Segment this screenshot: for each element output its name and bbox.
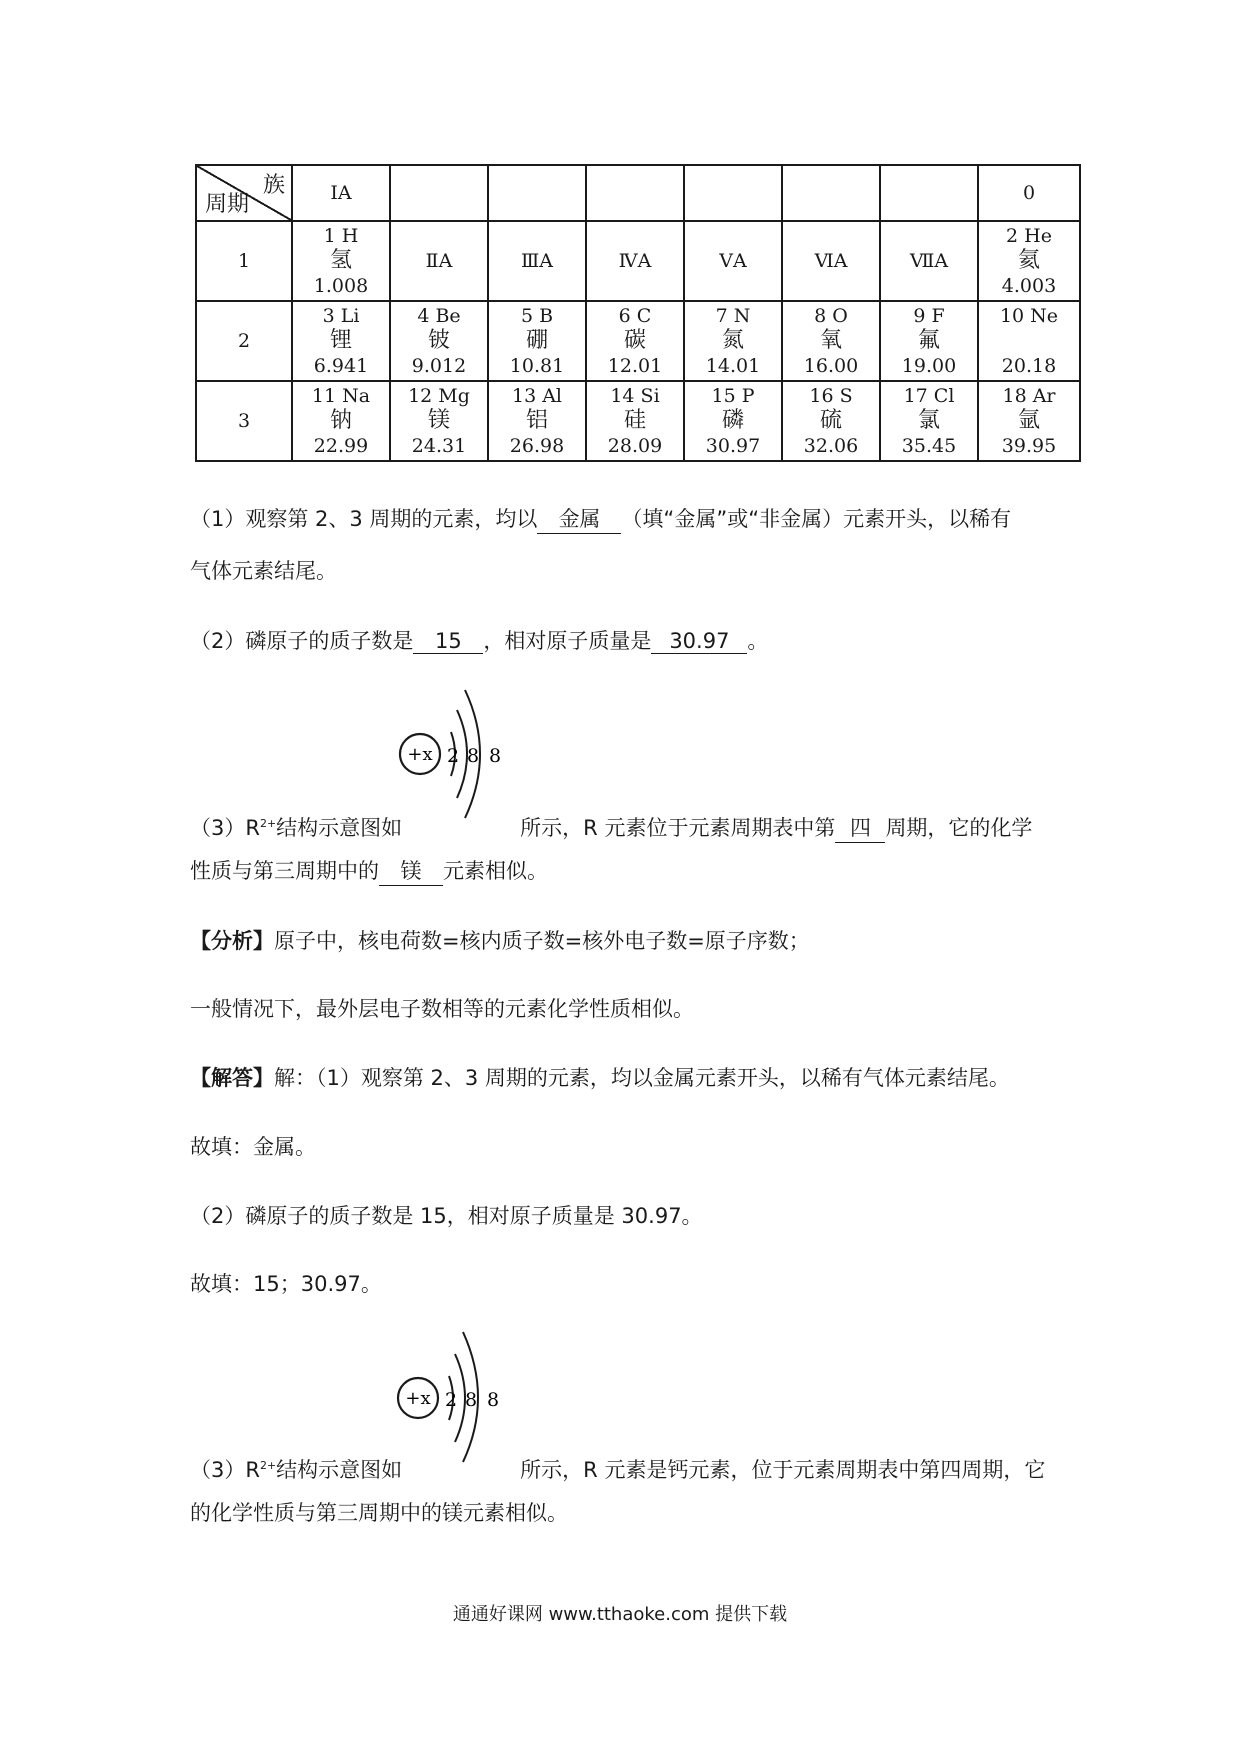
element-mass: 4.003 xyxy=(1001,275,1057,297)
group-header xyxy=(488,165,586,221)
element-cell xyxy=(292,301,390,381)
element-number-symbol: 5 B xyxy=(520,305,554,327)
period-label: 周期 xyxy=(205,192,250,217)
element-mass: 6.941 xyxy=(313,355,369,377)
element-mass: 12.01 xyxy=(607,355,663,377)
solution-fill-1: 故填：金属。 xyxy=(190,1135,316,1159)
solution-line-3 xyxy=(190,1454,1045,1484)
group-label-cell: ⅢA xyxy=(488,221,586,301)
period-row-3 xyxy=(196,381,1080,461)
element-number-symbol: 16 S xyxy=(809,385,853,407)
element-mass: 20.18 xyxy=(1001,355,1057,377)
q2-text-tail: 。 xyxy=(747,629,769,653)
element-number-symbol: 14 Si xyxy=(610,385,660,407)
solution-3-charge: 2+ xyxy=(259,1459,277,1472)
element-name: 镁 xyxy=(427,408,450,433)
solution-3-mid: 结构示意图如 xyxy=(276,1458,403,1482)
periodic-table xyxy=(195,164,1081,462)
element-cell xyxy=(782,381,880,461)
element-number-symbol: 13 Al xyxy=(511,385,562,407)
nucleus-label: +x xyxy=(405,1388,431,1409)
group-label-cell: ⅡA xyxy=(390,221,488,301)
q2-text-mid: ，相对原子质量是 xyxy=(483,629,652,653)
period-row-1 xyxy=(196,221,1080,301)
q3-line2-tail: 元素相似。 xyxy=(443,859,548,883)
analysis-line-1 xyxy=(190,925,810,955)
element-cell xyxy=(292,221,390,301)
period-number: 3 xyxy=(196,381,292,461)
solution-tag: 【解答】 xyxy=(190,1066,274,1090)
atom-structure-diagram xyxy=(395,680,515,820)
element-number-symbol: 17 Cl xyxy=(903,385,955,407)
corner-cell xyxy=(196,165,292,221)
period-number: 1 xyxy=(196,221,292,301)
question-3-line-2 xyxy=(190,855,548,886)
solution-text: 解：（1）观察第 2、3 周期的元素，均以金属元素开头，以稀有气体元素结尾。 xyxy=(274,1066,1010,1090)
element-number-symbol: 10 Ne xyxy=(999,305,1059,327)
element-number-symbol: 15 P xyxy=(711,385,755,407)
element-name: 氩 xyxy=(1017,408,1040,433)
q1-text: （1）观察第 2、3 周期的元素，均以 xyxy=(190,507,538,531)
group-label-cell: ⅣA xyxy=(586,221,684,301)
nucleus-label: +x xyxy=(407,744,433,765)
element-name: 铍 xyxy=(427,328,450,353)
shell-1-count: 2 xyxy=(444,1389,458,1411)
group-header xyxy=(586,165,684,221)
solution-3-tail: 所示，R 元素是钙元素，位于元素周期表中第四周期，它 xyxy=(520,1458,1046,1482)
group-label: 族 xyxy=(262,173,285,198)
shell-3-count: 8 xyxy=(486,1389,500,1411)
element-cell xyxy=(684,301,782,381)
element-cell xyxy=(978,221,1080,301)
element-mass: 9.012 xyxy=(411,355,467,377)
element-mass: 19.00 xyxy=(901,355,957,377)
q3-charge: 2+ xyxy=(259,817,277,830)
element-name: 钠 xyxy=(329,408,352,433)
period-row-2 xyxy=(196,301,1080,381)
q1-answer: 金属 xyxy=(537,503,621,534)
q3-text-mid: 结构示意图如 xyxy=(276,816,403,840)
element-mass: 35.45 xyxy=(901,435,957,457)
atom-structure-diagram-2 xyxy=(393,1322,513,1464)
q3-text-tail: 周期，它的化学 xyxy=(885,816,1033,840)
element-name: 磷 xyxy=(721,408,744,433)
element-mass: 22.99 xyxy=(313,435,369,457)
element-name: 硼 xyxy=(525,328,548,353)
solution-line-2: （2）磷原子的质子数是 15，相对原子质量是 30.97。 xyxy=(190,1204,703,1228)
element-name: 氮 xyxy=(721,328,744,353)
q2-answer-mass: 30.97 xyxy=(651,629,747,654)
element-name: 硫 xyxy=(819,408,842,433)
element-cell xyxy=(586,381,684,461)
element-number-symbol: 1 H xyxy=(323,225,359,247)
group-header xyxy=(684,165,782,221)
group-header xyxy=(880,165,978,221)
q3-answer-period: 四 xyxy=(835,812,885,843)
footer-credit: 通通好课网 www.tthaoke.com 提供下载 xyxy=(452,1604,788,1625)
question-1-line-1 xyxy=(190,503,1011,534)
period-number: 2 xyxy=(196,301,292,381)
element-name: 氦 xyxy=(1017,248,1040,273)
element-mass: 26.98 xyxy=(509,435,565,457)
element-number-symbol: 18 Ar xyxy=(1002,385,1056,407)
element-cell xyxy=(586,301,684,381)
element-cell xyxy=(978,381,1080,461)
element-cell xyxy=(390,381,488,461)
element-cell xyxy=(488,381,586,461)
shell-3-count: 8 xyxy=(488,745,502,767)
element-name: 氧 xyxy=(819,328,842,353)
element-name: 氟 xyxy=(917,328,940,353)
element-mass: 28.09 xyxy=(607,435,663,457)
element-number-symbol: 4 Be xyxy=(417,305,461,327)
element-cell xyxy=(390,301,488,381)
solution-line-4: 的化学性质与第三周期中的镁元素相似。 xyxy=(190,1501,568,1525)
element-cell xyxy=(978,301,1080,381)
solution-3-text: （3）R xyxy=(190,1458,260,1482)
element-number-symbol: 2 He xyxy=(1006,225,1052,247)
element-mass: 10.81 xyxy=(509,355,565,377)
shell-2-count: 8 xyxy=(464,1389,478,1411)
group-header: 0 xyxy=(978,165,1080,221)
question-3-line-1 xyxy=(190,812,1032,843)
q3-text-mid2: 所示，R 元素位于元素周期表中第 xyxy=(520,816,836,840)
element-name: 氢 xyxy=(329,248,352,273)
q3-text: （3）R xyxy=(190,816,260,840)
element-number-symbol: 8 O xyxy=(814,305,848,327)
group-header xyxy=(782,165,880,221)
shell-2-count: 8 xyxy=(466,745,480,767)
element-mass: 16.00 xyxy=(803,355,859,377)
element-number-symbol: 11 Na xyxy=(311,385,371,407)
element-name: 硅 xyxy=(623,408,646,433)
element-mass: 39.95 xyxy=(1001,435,1057,457)
element-number-symbol: 9 F xyxy=(913,305,945,327)
q3-answer-element: 镁 xyxy=(379,855,443,886)
element-mass: 24.31 xyxy=(411,435,467,457)
element-mass: 1.008 xyxy=(313,275,369,297)
analysis-line-2: 一般情况下，最外层电子数相等的元素化学性质相似。 xyxy=(190,997,694,1021)
group-label-cell: ⅤA xyxy=(684,221,782,301)
element-cell xyxy=(684,381,782,461)
element-number-symbol: 3 Li xyxy=(322,305,360,327)
element-name: 铝 xyxy=(525,408,548,433)
group-header: ⅠA xyxy=(292,165,390,221)
element-number-symbol: 12 Mg xyxy=(408,385,470,407)
table-header-row xyxy=(196,165,1080,221)
element-name: 锂 xyxy=(329,328,352,353)
element-cell xyxy=(292,381,390,461)
element-cell xyxy=(488,301,586,381)
element-number-symbol: 6 C xyxy=(618,305,652,327)
element-name xyxy=(979,328,1079,354)
solution-fill-2: 故填：15；30.97。 xyxy=(190,1272,382,1296)
element-cell xyxy=(880,381,978,461)
analysis-tag: 【分析】 xyxy=(190,929,274,953)
shell-1-count: 2 xyxy=(446,745,460,767)
analysis-text: 原子中，核电荷数=核内质子数=核外电子数=原子序数； xyxy=(274,929,810,953)
element-name: 碳 xyxy=(623,328,646,353)
element-name: 氯 xyxy=(917,408,940,433)
group-label-cell: ⅦA xyxy=(880,221,978,301)
element-cell xyxy=(782,301,880,381)
element-mass: 30.97 xyxy=(705,435,761,457)
solution-line-1 xyxy=(190,1062,1010,1092)
question-1-line-2: 气体元素结尾。 xyxy=(190,559,337,583)
group-header xyxy=(390,165,488,221)
element-number-symbol: 7 N xyxy=(715,305,751,327)
question-2 xyxy=(190,625,768,655)
q2-text: （2）磷原子的质子数是 xyxy=(190,629,414,653)
q2-answer-protons: 15 xyxy=(413,629,483,654)
element-cell xyxy=(880,301,978,381)
q3-line2-text: 性质与第三周期中的 xyxy=(190,859,379,883)
q1-text-tail: （填“金属”或“非金属）元素开头，以稀有 xyxy=(621,507,1012,531)
element-mass: 32.06 xyxy=(803,435,859,457)
element-mass: 14.01 xyxy=(705,355,761,377)
group-label-cell: ⅥA xyxy=(782,221,880,301)
